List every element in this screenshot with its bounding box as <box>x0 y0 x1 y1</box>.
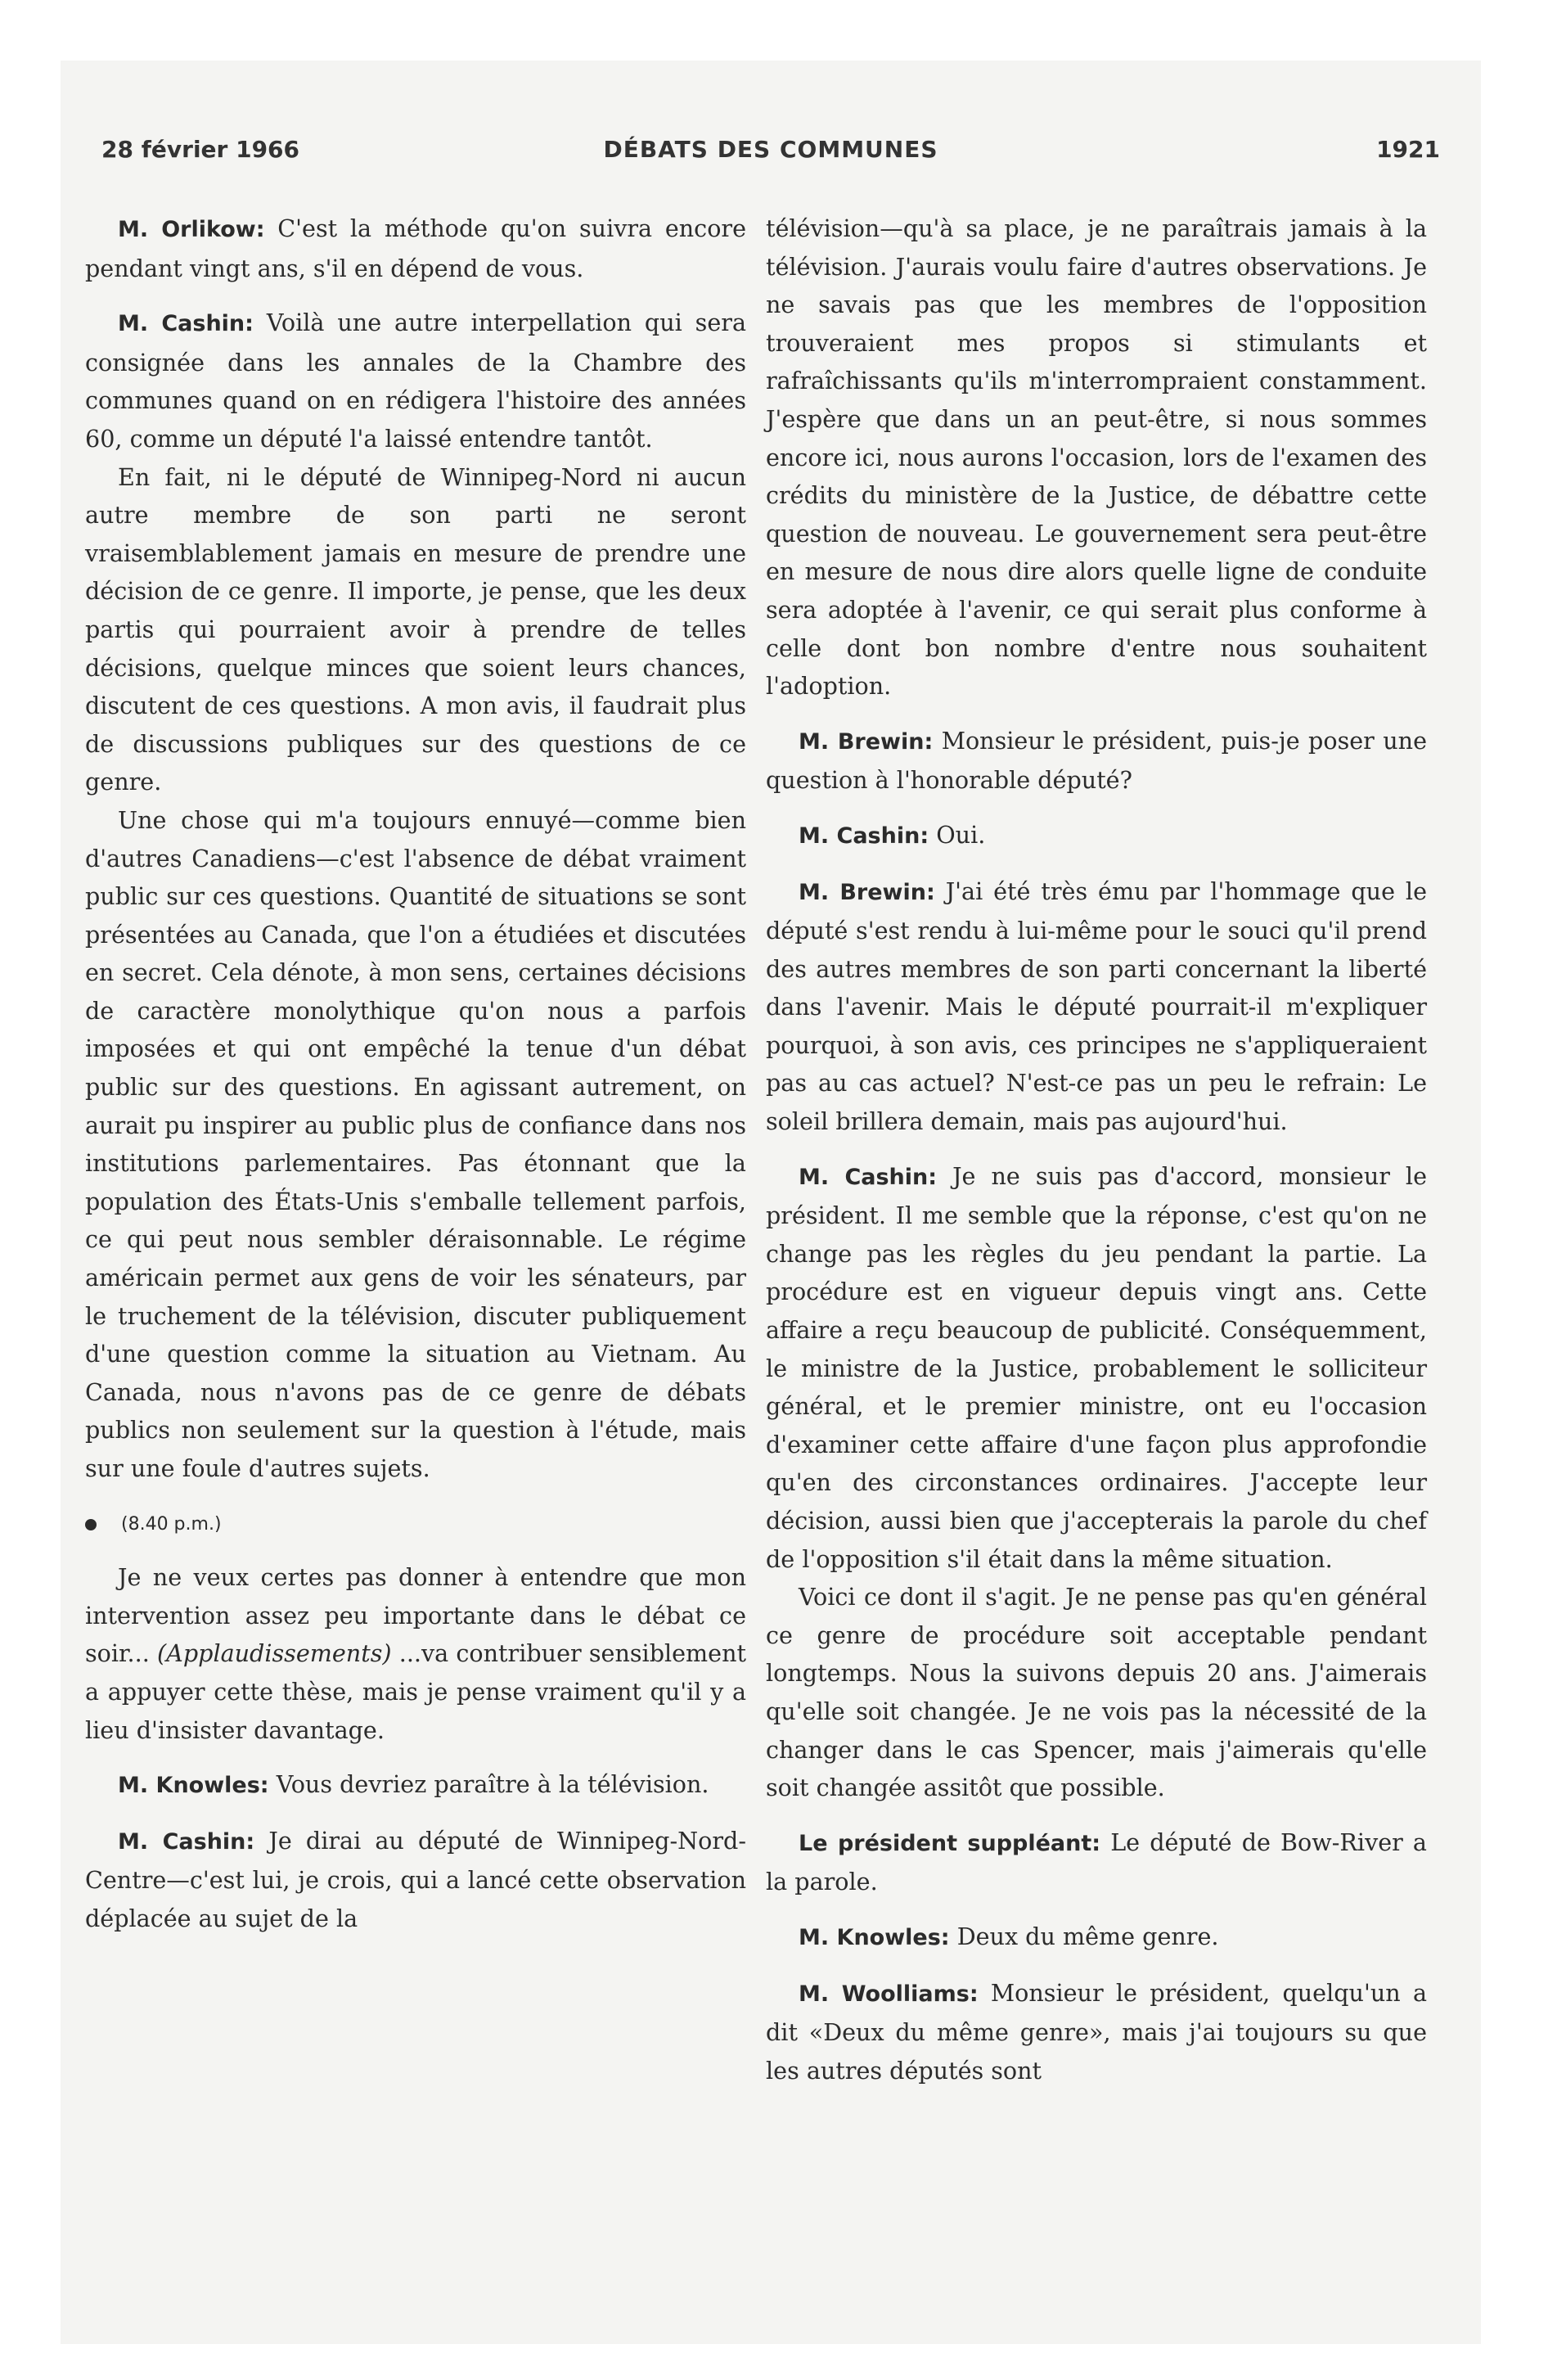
paragraph <box>766 722 1427 800</box>
paragraph <box>766 872 1427 1141</box>
bullet-icon <box>85 1519 97 1530</box>
speaker-name: M. Brewin: <box>799 728 934 755</box>
speech-text: Je ne suis pas d'accord, monsieur le président. Il me semble que la réponse, c'est qu'on ne change pas les règles du jeu pendant la partie. La procédure est en vigueur depuis vingt ans. Cette affaire a reçu beaucoup de publicité. Conséquemment, le ministre de la Justice, probablement le solliciteur général, et le premier ministre, ont eu l'occasion d'examiner cette affaire d'une façon plus approfondie qu'en des circonstances ordinaires. J'accepte leur décision, aussi bien que j'accepterais la parole du chef de l'opposition s'il était dans la même situation. <box>766 1161 1427 1573</box>
header-page-number: 1921 <box>1376 136 1440 163</box>
speech-text: Le député de Bow-River a la parole. <box>766 1828 1427 1896</box>
speech-text: Je ne veux certes pas donner à entendre que mon intervention assez peu importante dans le débat ce soir... <box>85 1563 746 1668</box>
speaker-name: M. Knowles: <box>799 1924 950 1950</box>
paragraph <box>766 1974 1427 2090</box>
speech-text: Monsieur le président, quelqu'un a dit «Deux du même genre», mais j'ai toujours su que les autres députés sont <box>766 1978 1427 2085</box>
speaker-name: M. Cashin: <box>799 823 929 849</box>
paragraph <box>85 1765 746 1805</box>
speech-text: ...va contribuer sensiblement a appuyer cette thèse, mais je pense vraiment qu'il y a lieu d'insister davantage. <box>85 1639 746 1744</box>
right-column <box>766 210 1427 2089</box>
speech-text: Je dirai au député de Winnipeg-Nord-Centre—c'est lui, je crois, qui a lancé cette observation déplacée au sujet de la <box>85 1826 746 1932</box>
time-stamp <box>85 1506 746 1544</box>
speaker-name: M. Knowles: <box>118 1773 269 1799</box>
speaker-name: M. Cashin: <box>118 311 254 337</box>
paragraph <box>766 816 1427 856</box>
paragraph <box>85 1558 746 1749</box>
paragraph <box>85 1822 746 1938</box>
paragraph <box>766 1918 1427 1958</box>
speaker-name: M. Orlikow: <box>118 217 265 242</box>
header-title: DÉBATS DES COMMUNES <box>603 136 938 163</box>
speaker-name: M. Cashin: <box>118 1828 255 1855</box>
speech-text: Voilà une autre interpellation qui sera consignée dans les annales de la Chambre des communes quand on en rédigera l'histoire des années 60, comme un député l'a laissé entendre tantôt. <box>85 309 746 453</box>
speaker-name: Le président suppléant: <box>799 1830 1101 1856</box>
speech-text: Deux du même genre. <box>949 1922 1219 1950</box>
left-column <box>85 210 746 1938</box>
speech-text: Oui. <box>929 820 986 849</box>
paragraph: En fait, ni le député de Winnipeg-Nord ni aucun autre membre de son parti ne seront vraisemblablement jamais en mesure de prendre une décision de ce genre. Il importe, je pense, que les deux partis qui pourraient avoir à prendre de telles décisions, quelque minces que soient leurs chances, discutent de ces questions. A mon avis, il faudrait plus de discussions publiques sur des questions de ce genre. <box>85 462 746 796</box>
paragraph: Voici ce dont il s'agit. Je ne pense pas qu'en général ce genre de procédure soit acceptable pendant longtemps. Nous la suivons depuis 20 ans. J'aimerais qu'elle soit changée. Je ne vois pas la nécessité de la changer dans le cas Spencer, mais j'aimerais qu'elle soit changée assitôt que possible. <box>766 1583 1427 1802</box>
speaker-name: M. Woolliams: <box>799 1981 979 2007</box>
paragraph: Une chose qui m'a toujours ennuyé—comme bien d'autres Canadiens—c'est l'absence de débat vraiment public sur ces questions. Quantité de situations se sont présentées au Canada, que l'on a étudiées et discutées en secret. Cela dénote, à mon sens, certaines décisions de caractère monolythique qu'on nous a parfois imposées et qui ont empêché la tenue d'un débat public sur des questions. En agissant autrement, on aurait pu inspirer au public plus de confiance dans nos institutions parlementaires. Pas étonnant que la population des États-Unis s'emballe tellement parfois, ce qui peut nous sembler déraisonnable. Le régime américain permet aux gens de voir les sénateurs, par le truchement de la télévision, discuter publiquement d'une question comme la situation au Vietnam. Au Canada, nous n'avons pas de ce genre de débats publics non seulement sur la question à l'étude, mais sur une foule d'autres sujets. <box>85 805 746 1482</box>
speech-text: Monsieur le président, puis-je poser une question à l'honorable député? <box>766 726 1428 795</box>
header-date: 28 février 1966 <box>101 136 300 163</box>
speaker-name: M. Brewin: <box>799 879 935 905</box>
time-stamp-text: (8.40 p.m.) <box>121 1513 222 1535</box>
speaker-name: M. Cashin: <box>799 1164 938 1190</box>
speech-text: C'est la méthode qu'on suivra encore pendant vingt ans, s'il en dépend de vous. <box>85 214 747 282</box>
paragraph <box>85 304 746 458</box>
paragraph: télévision—qu'à sa place, je ne paraîtrais jamais à la télévision. J'aurais voulu faire d'autres observations. Je ne savais pas que les membres de l'opposition trouveraient mes propos si stimulants et rafraîchissants qu'ils m'interrompraient constamment. J'espère que dans un an peut-être, si nous sommes encore ici, nous aurons l'occasion, lors de l'examen des crédits du ministère de la Justice, de débattre cette question de nouveau. Le gouvernement sera peut-être en mesure de nous dire alors quelle ligne de conduite sera adoptée à l'avenir, ce qui serait plus conforme à celle dont bon nombre d'entre nous souhaitent l'adoption. <box>766 214 1427 701</box>
paragraph <box>766 1157 1427 1579</box>
page-header <box>101 136 1440 177</box>
speech-text: J'ai été très ému par l'hommage que le député s'est rendu à lui-même pour le souci qu'il prend des autres membres de son parti concernant la liberté dans l'avenir. Mais le député pourrait-il m'expliquer pourquoi, à son avis, ces principes ne s'appliqueraient pas au cas actuel? N'est-ce pas un peu le refrain: Le soleil brillera demain, mais pas aujourd'hui. <box>766 877 1427 1136</box>
paragraph <box>85 210 746 287</box>
applause-note: (Applaudissements) <box>157 1639 392 1668</box>
page <box>61 61 1481 2344</box>
speech-text: Vous devriez paraître à la télévision. <box>268 1770 709 1799</box>
paragraph <box>766 1823 1427 1901</box>
